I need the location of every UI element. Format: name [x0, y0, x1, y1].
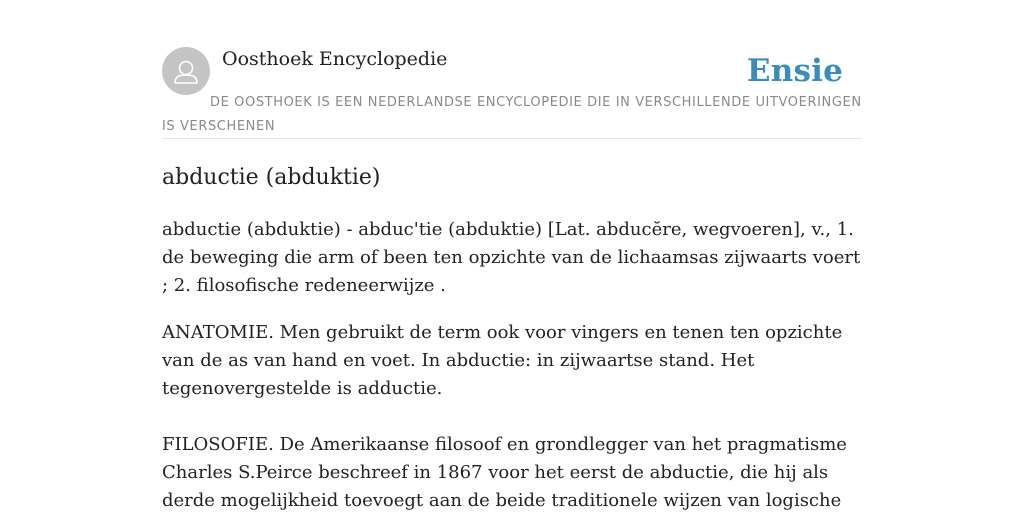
- article-title: abductie (abduktie): [162, 165, 381, 190]
- publication-name[interactable]: Oosthoek Encyclopedie: [222, 48, 448, 70]
- publication-description: DE OOSTHOEK IS EEN NEDERLANDSE ENCYCLOPEDIE DIE IN VERSCHILLENDE UITVOERINGEN IS VERSCHENEN: [162, 95, 862, 134]
- article-paragraph: ANATOMIE. Men gebruikt de term ook voor vingers en tenen ten opzichte van de as van hand en voet. In abductie: in zijwaartse stand. Het tegenovergestelde is adductie. FILOSOFIE. De Amerikaanse filosoof en grondlegger van het pragmatisme Charles S.Peirce beschreef in 1867 voor het eerst de abductie, die hij als derde mogelijkheid toevoegt aan de beide traditionele wijzen van logische: [162, 322, 847, 511]
- publication-header: [162, 47, 862, 139]
- article: [162, 163, 862, 512]
- brand-logo[interactable]: Ensie: [746, 53, 843, 89]
- article-paragraph: abductie (abduktie) - abduc'tie (abduktie) [Lat. abducĕre, wegvoeren], v., 1. de beweging die arm of been ten opzichte van de lichaamsas zijwaarts voert ; 2. filosofische redeneerwijze .: [162, 219, 861, 296]
- user-silhouette-icon[interactable]: [162, 47, 210, 95]
